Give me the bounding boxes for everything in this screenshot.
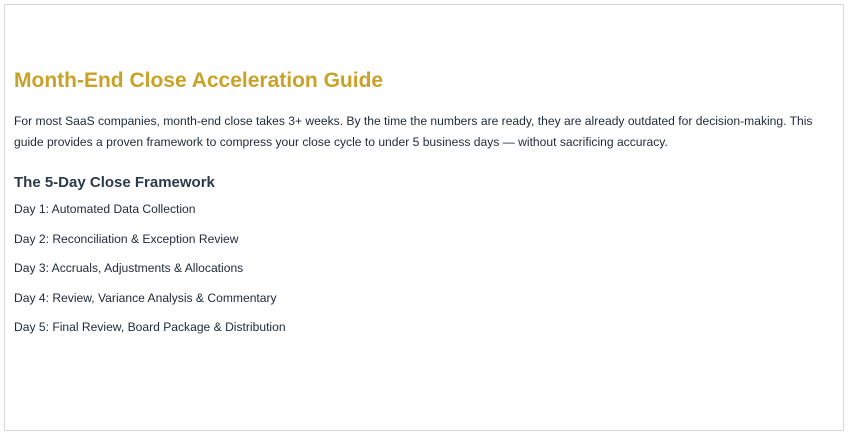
day-item-4: Day 4: Review, Variance Analysis & Commentary — [14, 290, 277, 305]
day-item-1: Day 1: Automated Data Collection — [14, 202, 196, 216]
day-list — [14, 202, 823, 335]
document-frame — [4, 4, 844, 431]
document-content — [14, 69, 823, 350]
section-heading: The 5-Day Close Framework — [14, 174, 215, 191]
intro-paragraph: For most SaaS companies, month-end close takes 3+ weeks. By the time the numbers are ready, they are already outdated for decision-making. This guide provides a proven framework to compress your close cycle to under 5 business days — without sacrificing accuracy. — [14, 114, 813, 149]
day-item-2: Day 2: Reconciliation & Exception Review — [14, 231, 239, 246]
day-item-3: Day 3: Accruals, Adjustments & Allocations — [14, 261, 244, 275]
day-item-5: Day 5: Final Review, Board Package & Distribution — [14, 320, 286, 334]
page-title: Month-End Close Acceleration Guide — [14, 69, 384, 92]
